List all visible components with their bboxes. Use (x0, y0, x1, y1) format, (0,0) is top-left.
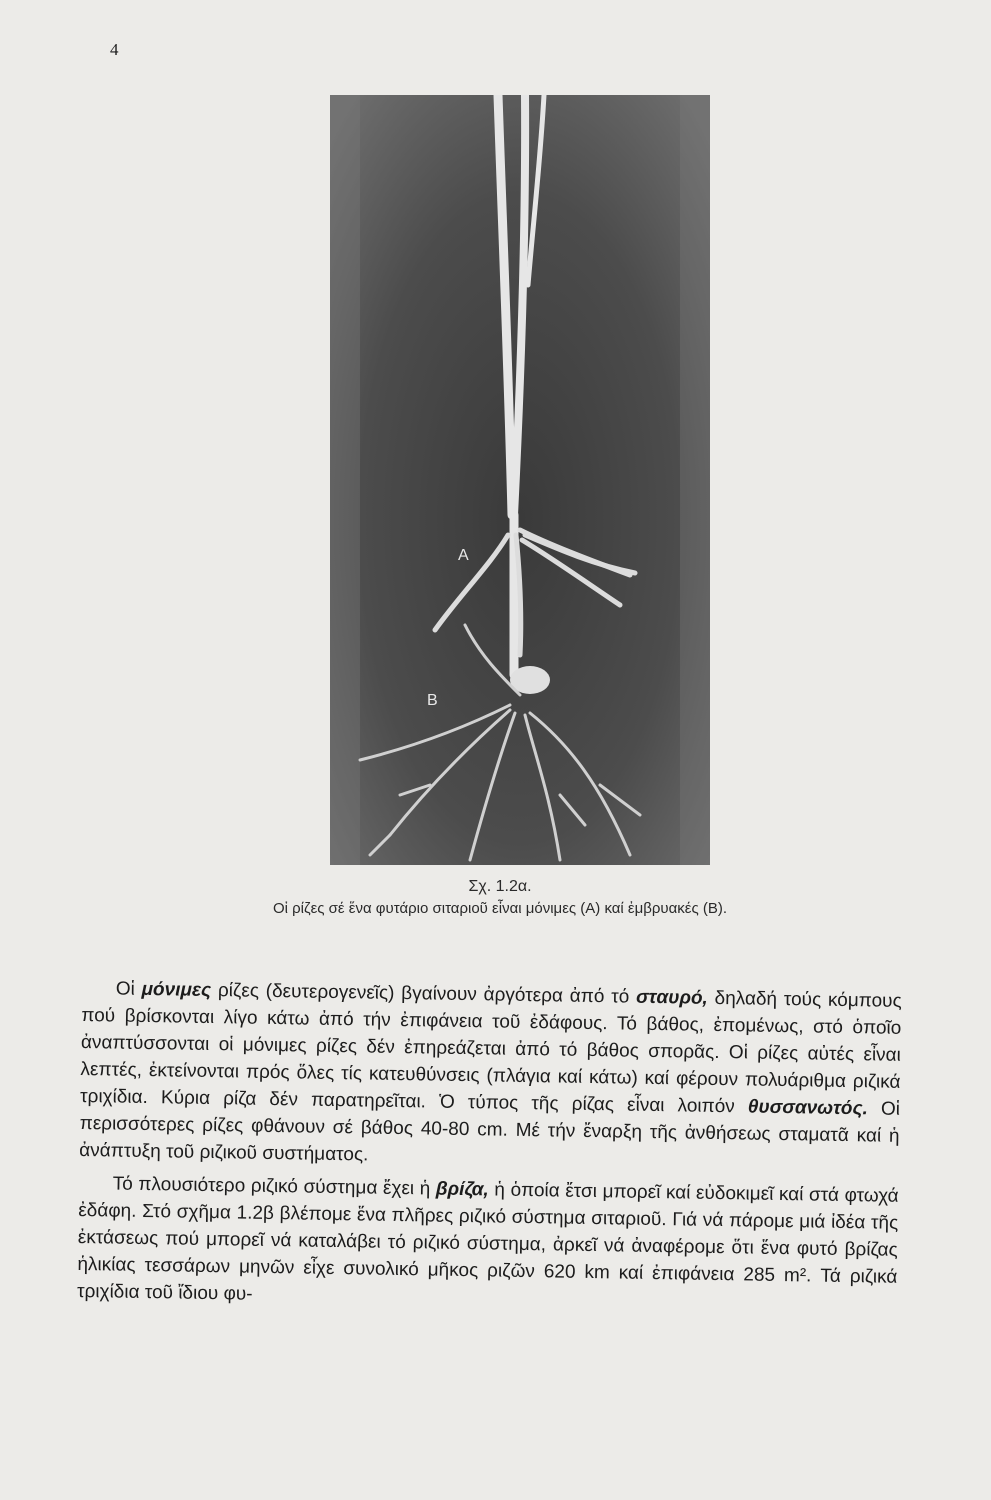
p1-text-1: Οἱ (115, 978, 142, 1000)
paragraph-2 (77, 1170, 899, 1318)
p1-term-fibrous: θυσσανωτός. (747, 1096, 869, 1120)
root-label-a: A (458, 547, 469, 564)
figure-caption-title: Σχ. 1.2α. (468, 878, 532, 895)
p1-term-cross: σταυρό, (635, 986, 708, 1009)
p2-text-1: Τό πλουσιότερο ριζικό σύστημα ἔχει ἡ (112, 1173, 437, 1200)
p1-text-3: δηλαδή τούς κόμπους πού βρίσκονται λίγο κάτω ἀπό τήν ἐπιφάνεια τοῦ ἐδάφους. Τό βάθος, ἐπομένως, στό ὁποῖο ἀναπτύσσονται οἱ μόνιμες ρίζες δέν ἐπηρεάζεται ἀπό τό βάθος σπορᾶς. Οἱ ρίζες αὐτές εἶναι λεπτές, ἐκτείνονται πρός ὅλες τίς κατευθύνσεις (πλάγια καί κάτω) καί φέρουν πολυάριθμα ριζικά τριχίδια. Κύρια ρίζα δέν παρατηρεῖται. Ὁ τύπος τῆς ρίζας εἶναι λοιπόν (79, 987, 902, 1118)
p2-term-oats: βρίζα, (435, 1178, 489, 1201)
paragraph-1 (79, 975, 902, 1177)
p2-text-2: ἡ ὁποία ἔτσι μπορεῖ καί εὐδοκιμεῖ καί στά φτωχά ἐδάφη. Στό σχῆμα 1.2β βλέπομε ἕνα πλῆρες ριζικό σύστημα σιταριοῦ. Γιά νά πάρομε μιά ἰδέα τῆς ἐκτάσεως πού μπορεῖ νά καταλάβει τό ριζικό σύστημα, ἀρκεῖ νά ἀναφέρομε ὅτι ἕνα φυτό βρίζας ἡλικίας τεσσάρων μηνῶν εἶχε συνολικό μῆκος ριζῶν 620 km καί ἐπιφάνεια 285 m². (77, 1179, 899, 1287)
page-number: 4 (110, 40, 119, 59)
body-text (77, 975, 902, 1324)
root-label-b: B (427, 692, 438, 709)
p1-text-4: Οἱ περισσότερες ρίζες φθάνουν σέ βάθος 40-80 cm. Μέ τήν ἔναρξη τῆς ἀνθήσεως σταματᾶ καί ἡ ἀνάπτυξη τοῦ ριζικοῦ συστήματος. (79, 1098, 901, 1166)
figure-caption-text: Οἱ ρίζες σέ ἕνα φυτάριο σιταριοῦ εἶναι μόνιμες (Α) καί ἐμβρυακές (Β). (272, 900, 728, 917)
p1-text-2: ρίζες (δευτερογενεῖς) βγαίνουν ἀργότερα ἀπό τό (210, 980, 637, 1008)
wheat-seedling-root-photo (330, 95, 710, 865)
p1-term-permanent: μόνιμες (141, 978, 212, 1002)
p2-text-3: Τά ριζικά τριχίδια τοῦ ἴδιου φυ- (76, 1265, 898, 1305)
root-illustration (330, 95, 710, 865)
